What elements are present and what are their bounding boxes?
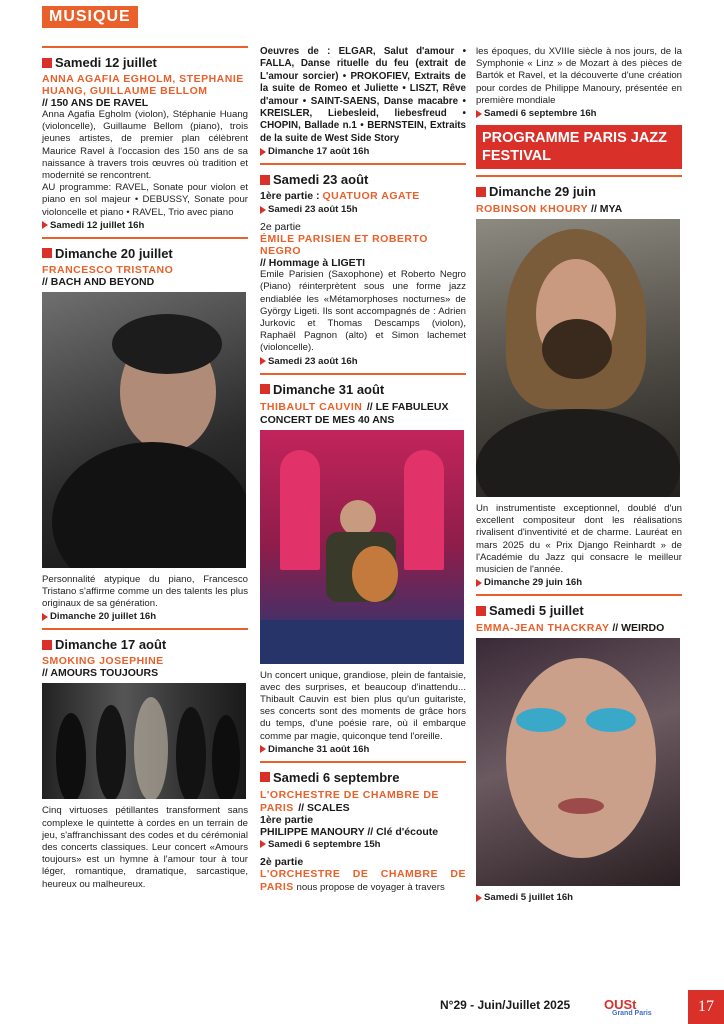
event-program: // SCALES [298, 801, 350, 814]
event-artist: QUATUOR AGATE [322, 190, 420, 203]
arrow-right-icon [260, 148, 266, 156]
photo-smoking-josephine [42, 683, 246, 799]
photo-robinson-khoury [476, 219, 680, 497]
arrow-right-icon [42, 221, 48, 229]
event-date [260, 172, 466, 187]
event-date [42, 637, 248, 652]
arrow-right-icon [476, 579, 482, 587]
event-date [476, 184, 682, 199]
event-description: Emile Parisien (Saxophone) et Roberto Negro (Piano) réinterprètent sous une forme jazz endiablée les «Métamorphoses nocturnes» de György Ligeti. Ils sont accompagnés de : Adrien Jurkovic et Thomas Descamps (violon), Raphaël Pagnon (alto) et Simon lachemet (violoncelle). [260, 269, 466, 354]
bullet-square-icon [260, 384, 270, 394]
column-left [42, 46, 248, 891]
event-program: // WEIRDO [609, 622, 665, 635]
event-artist: PHILIPPE MANOURY // Clé d'écoute [260, 825, 439, 838]
column-middle [260, 46, 466, 894]
event-date-label: Samedi 23 août [273, 172, 369, 188]
event-program: // Hommage à LIGETI [260, 257, 366, 270]
event-date-label: Dimanche 31 août [273, 381, 385, 397]
divider [42, 628, 248, 630]
arrow-right-icon [476, 894, 482, 902]
photo-emma-jean-thackray [476, 638, 680, 886]
bullet-square-icon [42, 248, 52, 258]
event-date-label: Dimanche 17 août [55, 637, 167, 653]
event-time-label: Samedi 6 septembre 15h [268, 838, 381, 850]
arrow-right-icon [42, 613, 48, 621]
part-label: 2è partie [260, 855, 304, 868]
event-date-label: Samedi 6 septembre [273, 769, 400, 785]
jazz-festival-banner: PROGRAMME PARIS JAZZ FESTIVAL [476, 125, 682, 169]
event-time-label: Samedi 12 juillet 16h [50, 219, 145, 231]
bullet-square-icon [476, 606, 486, 616]
event-date-label: Samedi 5 juillet [489, 603, 584, 619]
arrow-right-icon [260, 357, 266, 365]
event-program: // MYA [588, 203, 623, 216]
event-program-list: AU programme: RAVEL, Sonate pour violon et piano en sol majeur • DEBUSSY, Sonate pour violoncelle et piano • RAVEL, Trio avec piano [42, 182, 248, 218]
bullet-square-icon [260, 175, 270, 185]
issue-label: N°29 - Juin/Juillet 2025 [440, 998, 571, 1012]
event-time [260, 356, 466, 367]
divider [476, 594, 682, 596]
event-artist: ÉMILE PARISIEN ET ROBERTO NEGRO [260, 233, 428, 258]
event-date [260, 770, 466, 785]
event-time [42, 220, 248, 231]
event-date [260, 382, 466, 397]
event-title [476, 202, 682, 215]
page-number: 17 [688, 990, 724, 1024]
event-program: // AMOURS TOUJOURS [42, 667, 159, 680]
divider [42, 46, 248, 48]
event-artist: SMOKING JOSEPHINE [42, 655, 164, 668]
event-artist: ANNA AGAFIA EGHOLM, STEPHANIE HUANG, GUILLAUME BELLOM [42, 73, 244, 97]
event-time-label: Samedi 23 août 15h [268, 204, 358, 216]
event-artist: L'ORCHESTRE DE CHAMBRE DE PARIS [260, 788, 439, 814]
arrow-right-icon [476, 110, 482, 118]
event-program: // BACH AND BEYOND [42, 275, 155, 288]
event-description: Personnalité atypique du piano, Francesco Tristano s'affirme comme un des talents les plus originaux de sa génération. [42, 573, 248, 610]
event-title [476, 621, 682, 634]
event-time-label: Dimanche 20 juillet 16h [50, 611, 157, 623]
event-description: les époques, du XVIIIe siècle à nos jours, de la Symphonie « Linz » de Mozart à des pièces de Bartók et Ravel, et la découverte d'une création pour cordes de Philippe Manoury, présentée en première mondiale [476, 46, 682, 106]
event-artist: THIBAULT CAUVIN [260, 400, 363, 413]
column-right [476, 46, 682, 909]
event-title [260, 788, 466, 814]
part-one [260, 190, 466, 203]
event-time [476, 892, 682, 903]
section-tab: MUSIQUE [42, 6, 138, 28]
event-program: // LE FABULEUX CONCERT DE MES 40 ANS [260, 400, 449, 426]
event-date [476, 603, 682, 618]
event-program: // 150 ANS DE RAVEL [42, 97, 149, 109]
event-date-label: Samedi 12 juillet [55, 55, 157, 70]
divider [476, 175, 682, 177]
event-text: nous propose de voyager à travers [293, 882, 445, 894]
arrow-right-icon [260, 840, 266, 848]
event-time [260, 744, 466, 755]
event-time-label: Samedi 5 juillet 16h [484, 892, 574, 904]
event-time-label: Dimanche 29 juin 16h [484, 577, 583, 589]
event-description: Un concert unique, grandiose, plein de fantaisie, avec des surprises, et beaucoup d'inattendu... Thibault Cauvin est bien plus qu'un guitariste, ses concerts sont des moments de grâce hors du temps, d'une poésie rare, où il embarque comme par magie, quiconque tend l'oreille. [260, 669, 466, 742]
bullet-square-icon [260, 772, 270, 782]
event-description: Un instrumentiste exceptionnel, doublé d'un excellent compositeur dont les réalisations rivalisent d'inventivité et de charme. Lauréat en mars 2025 du « Prix Django Reinhardt » de l'Académie du Jazz qui consacre le meilleur musicien de l'année. [476, 503, 682, 576]
event-artist: EMMA-JEAN THACKRAY [476, 622, 610, 635]
event-time [42, 611, 248, 622]
arrow-right-icon [260, 745, 266, 753]
event-time [260, 839, 466, 850]
event-time-label: Dimanche 31 août 16h [268, 743, 370, 755]
event-time [260, 204, 466, 215]
event-artist: FRANCESCO TRISTANO [42, 263, 174, 276]
magazine-logo [604, 996, 676, 1018]
event-time-label: Samedi 23 août 16h [268, 355, 358, 367]
logo-wordmark: OUSt [604, 997, 637, 1012]
event-description: Cinq virtuoses pétillantes transforment sans complexe le quintette à cordes en un terrain de jeu, s'affranchissant des codes et du cérémonial des concerts classiques. Leur concert «Amours toujours» est un hymne à l'amour tour à tour léger, romantique, dramatique, sarcastique, heureux ou malheureux. [42, 805, 248, 890]
bullet-square-icon [42, 640, 52, 650]
event-time [476, 108, 682, 119]
bullet-square-icon [476, 187, 486, 197]
divider [260, 163, 466, 165]
part-label: 1ère partie : [260, 190, 323, 203]
event-description [260, 868, 466, 894]
divider [42, 237, 248, 239]
event-date-label: Dimanche 29 juin [489, 184, 596, 200]
event-date [42, 246, 248, 261]
event-description: Anna Agafia Egholm (violon), Stéphanie Huang (violoncelle), Guillaume Bellom (piano), trois jeunes artistes, de premier plan célèbrent Maurice Ravel à l'occasion des 150 ans de sa naissance à travers trois œuvres où tradition et modernité se rencontrent. [42, 109, 248, 182]
event-date-label: Dimanche 20 juillet [55, 245, 173, 261]
photo-francesco-tristano [42, 292, 246, 568]
event-title [260, 400, 466, 426]
event-time [476, 577, 682, 588]
logo-subtitle: Grand Paris [612, 1010, 652, 1017]
arrow-right-icon [260, 206, 266, 214]
part-label: 1ère partie [260, 813, 314, 826]
event-time [260, 146, 466, 157]
event-artist: L'ORCHESTRE DE CHAMBRE DE PARIS [260, 867, 466, 894]
photo-thibault-cauvin [260, 430, 464, 664]
event-program-list: Oeuvres de : ELGAR, Salut d'amour • FALLA, Danse rituelle du feu (extrait de L'amour sorcier) • PROKOFIEV, Extraits de la suite de Romeo et Juliette • LISZT, Rêve d'amour • SAINT-SAENS, Danse macabre • KREISLER, Liebesleid, liebesfreud • CHOPIN, Ballade n.1 • BERNSTEIN, Extraits de la suite de West Side Story [260, 46, 466, 144]
event-time-label: Samedi 6 septembre 16h [484, 108, 597, 120]
divider [260, 761, 466, 763]
event-time-label: Dimanche 17 août 16h [268, 146, 370, 158]
event-artist: ROBINSON KHOURY [476, 203, 589, 216]
divider [260, 373, 466, 375]
part-label: 2e partie [260, 221, 301, 234]
bullet-square-icon [42, 58, 52, 68]
event-date [42, 55, 248, 70]
